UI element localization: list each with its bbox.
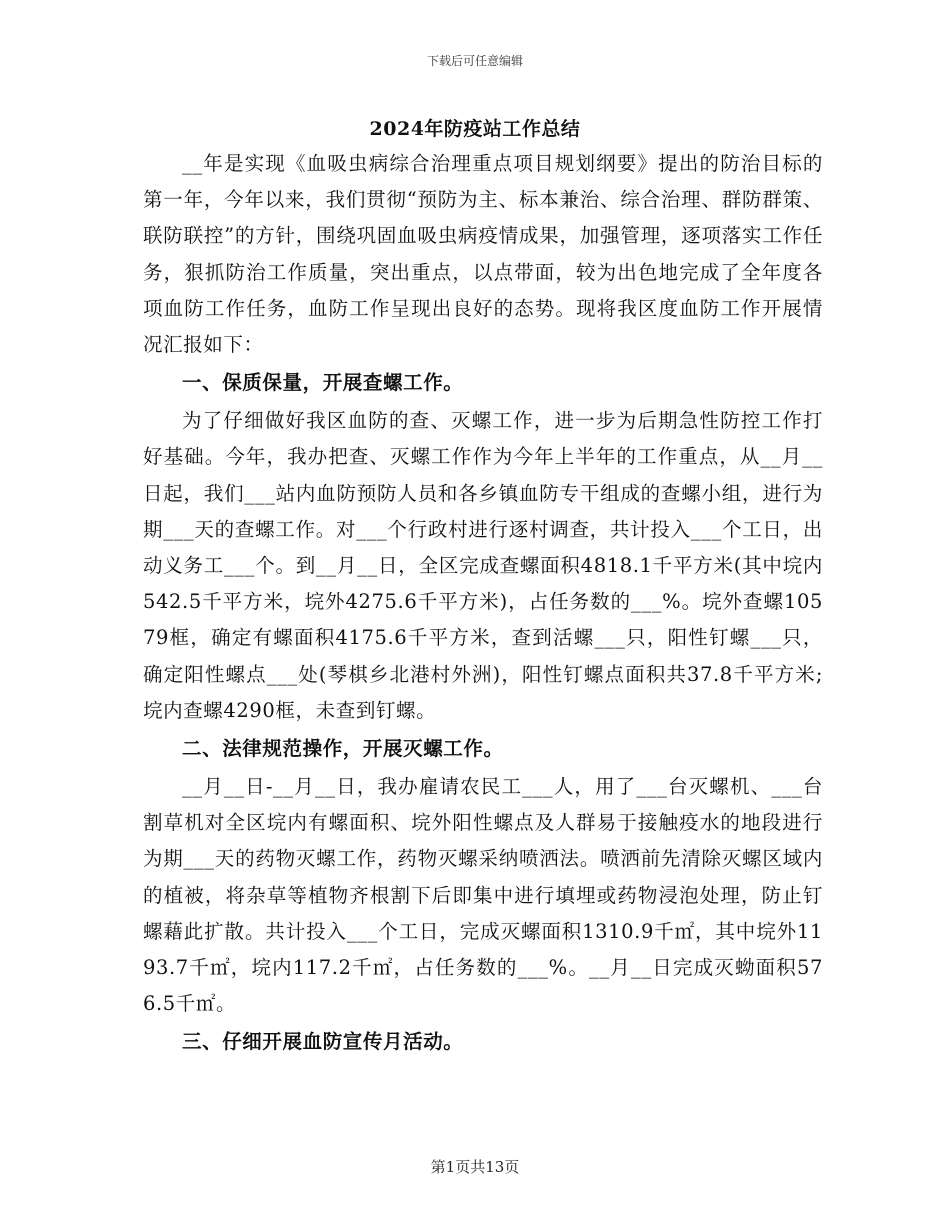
section-1-heading: 一、保质保量，开展查螺工作。	[182, 371, 464, 395]
section-1-paragraph: 为了仔细做好我区血防的查、灭螺工作，进一步为后期急性防控工作打好基础。今年，我办把查、灭螺工作作为今年上半年的工作重点，从__月__日起，我们___站内血防预防人员和各乡镇血防专干组成的查螺小组，进行为期___天的查螺工作。对___个行政村进行逐村调查，共计投入___个工日，出动义务工___个。到__月__日，全区完成查螺面积4818.1千平方米(其中垸内542.5千平方米，垸外4275.6千平方米)，占任务数的___%。垸外查螺10579框，确定有螺面积4175.6千平方米，查到活螺___只，阳性钉螺___只，确定阳性螺点___处(琴棋乡北港村外洲)，阳性钉螺点面积共37.8千平方米;垸内查螺4290框，未查到钉螺。	[143, 409, 823, 722]
section-3-heading: 三、仔细开展血防宣传月活动。	[182, 1030, 464, 1054]
section-2-heading: 二、法律规范操作，开展灭螺工作。	[182, 737, 504, 761]
page-footer-number: 第1页共13页	[430, 1158, 520, 1176]
document-title: 2024年防疫站工作总结	[369, 118, 581, 140]
document-body	[143, 146, 823, 1062]
section-2-paragraph: __月__日-__月__日，我办雇请农民工___人，用了___台灭螺机、___台割草机对全区垸内有螺面积、垸外阳性螺点及人群易于接触疫水的地段进行为期___天的药物灭螺工作，药物灭螺采纳喷洒法。喷洒前先清除灭螺区域内的植被，将杂草等植物齐根割下后即集中进行填埋或药物浸泡处理，防止钉螺藉此扩散。共计投入___个工日，完成灭螺面积1310.9千㎡，其中垸外1193.7千㎡，垸内117.2千㎡，占任务数的___%。__月__日完成灭蚴面积576.5千㎡。	[143, 775, 823, 1016]
page-header-note: 下载后可任意编辑	[426, 54, 523, 68]
intro-paragraph: __年是实现《血吸虫病综合治理重点项目规划纲要》提出的防治目标的第一年，今年以来，我们贯彻“预防为主、标本兼治、综合治理、群防群策、联防联控”的方针，围绕巩固血吸虫病疫情成果，加强管理，逐项落实工作任务，狠抓防治工作质量，突出重点，以点带面，较为出色地完成了全年度各项血防工作任务，血防工作呈现出良好的态势。现将我区度血防工作开展情况汇报如下：	[143, 152, 823, 357]
